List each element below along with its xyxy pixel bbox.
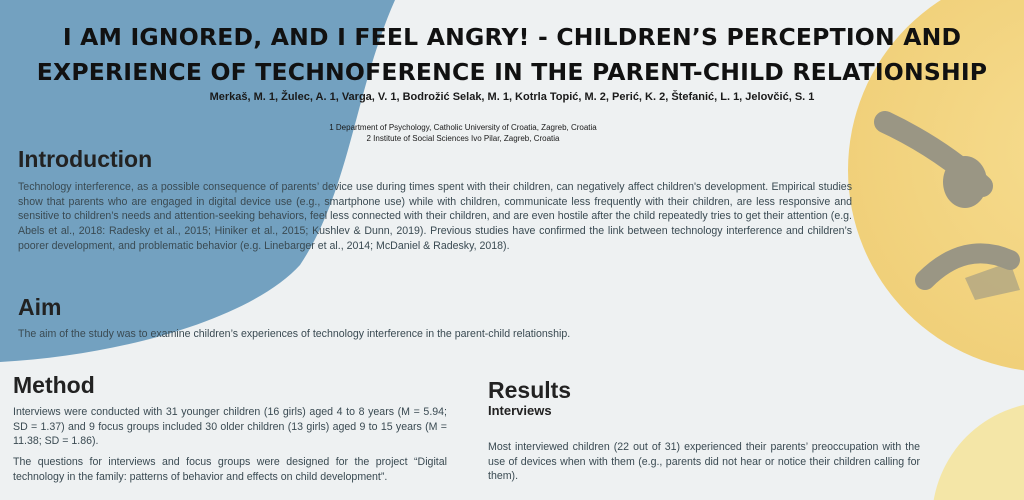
aim-heading: Aim [18,294,62,320]
method-heading: Method [13,372,95,398]
affiliation-1: 1 Department of Psychology, Catholic University of Croatia, Zagreb, Croatia [329,123,597,132]
title-line-2: EXPERIENCE OF TECHNOFERENCE IN THE PARENT-CHILD RELATIONSHIP [36,58,988,86]
affiliation-2: 2 Institute of Social Sciences Ivo Pilar, Zagreb, Croatia [366,134,560,143]
introduction-heading: Introduction [18,146,153,172]
results-heading: Results [488,377,572,403]
authors: Merkaš, M. 1, Žulec, A. 1, Varga, V. 1, Bodrožić Selak, M. 1, Kotrla Topić, M. 2, Perić, K. 2, Štefanić, L. 1, Jelovčić, S. 1 [209,91,815,103]
results-text: Most interviewed children (22 out of 31) experienced their parents’ preoccupation with the use of devices when with them (e.g., parents did not hear or notice their children calling for them). [488,441,920,483]
title-line-1: I AM IGNORED, AND I FEEL ANGRY! - CHILDREN’S PERCEPTION AND [62,23,962,51]
aim-text: The aim of the study was to examine children’s experiences of technology interference in the parent-child relationship. [18,328,571,340]
results-subheading: Interviews [488,403,552,418]
method-text-1: Interviews were conducted with 31 younger children (16 girls) aged 4 to 8 years (M = 5.94; SD = 1.37) and 9 focus groups included 30 older children (13 girls) aged 9 to 15 years (M = 11.38; SD = 1.86). [13,406,447,448]
affiliations [0,122,926,144]
introduction-text: Technology interference, as a possible consequence of parents’ device use during times spent with their children, can negatively affect children's development. Empirical studies show that parents who are engaged in digital device use (e.g., smartphone use) while with children, communicate less frequently with their children, are less responsive and sensitive to children’s needs and attention-seeking behaviors, feel less connected with their children, and are even hostile after the child repeatedly tries to get their attention (e.g. Abels et al., 2018: Radesky et al., 2015; Hiniker et al., 2015; Kushlev & Dunn, 2019). Previous studies have confirmed the link between technology interference and children’s poorer development, and problematic behavior (e.g. Linebarger et al., 2014; McDaniel & Radesky, 2018). [18,181,852,252]
method-text-2: The questions for interviews and focus groups were designed for the project “Digital technology in the family: patterns of behavior and effects on child development”. [13,456,447,483]
poster-title [0,20,1024,90]
